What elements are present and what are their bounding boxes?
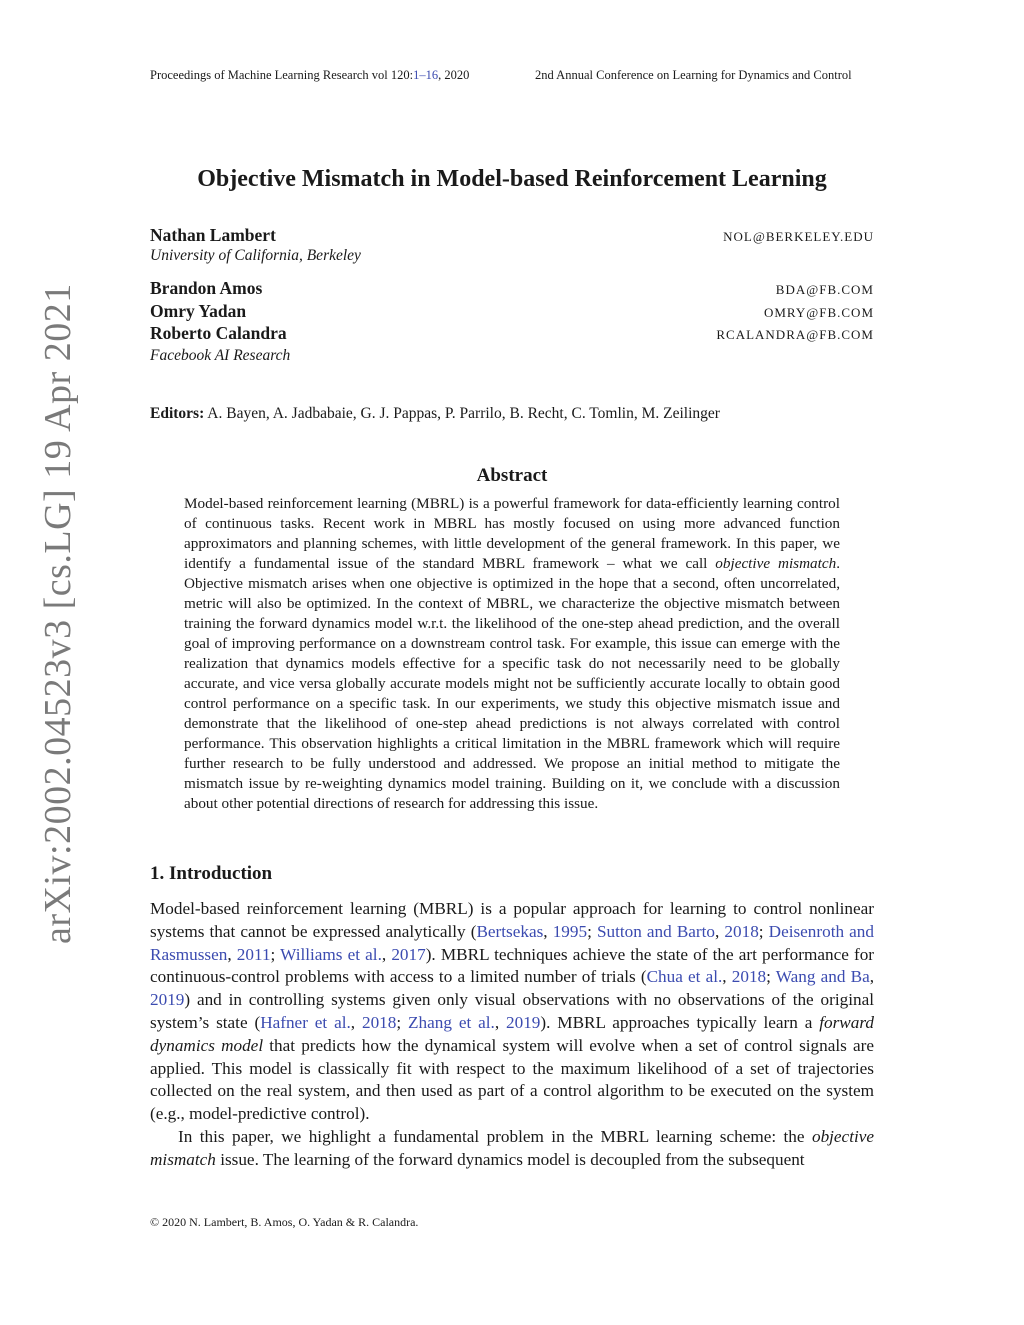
author-row xyxy=(150,278,874,299)
editors-names: A. Bayen, A. Jadbabaie, G. J. Pappas, P. Parrilo, B. Recht, C. Tomlin, M. Zeilinger xyxy=(207,405,720,422)
citation-link[interactable]: 2018 xyxy=(724,921,759,941)
citation-link[interactable]: Chua et al. xyxy=(646,967,723,987)
page-start-link[interactable]: 1 xyxy=(413,68,420,82)
author-email: OMRY@FB.COM xyxy=(763,305,874,320)
intro-term: forward dynamics model xyxy=(150,1012,874,1055)
citation-link[interactable]: 2011 xyxy=(236,944,271,964)
affiliation: University of California, Berkeley xyxy=(150,247,361,264)
citation-link[interactable]: 2018 xyxy=(361,1012,397,1032)
citation-link[interactable]: 2019 xyxy=(506,1012,541,1032)
paper-title: Objective Mismatch in Model-based Reinforcement Learning xyxy=(197,166,827,192)
paragraph: Model-based reinforcement learning (MBRL) is a popular approach for learning to control nonlinear systems that cannot be expressed analytically (Bertsekas, 1995; Sutton and Barto, 2018; Deisenroth and Rasmussen, 2011; Williams et al., 2017). MBRL techniques achieve the state of the art performance for continuous-control problems with access to a limited number of trials (Chua et al., 2018; Wang and Ba, 2019) and in controlling systems given only visual observations with no observations of the original system’s state (Hafner et al., 2018; Zhang et al., 2019). MBRL approaches typically learn a forward dynamics model that predicts how the dynamical system will evolve when a set of control signals are applied. This model is classically fit with respect to the maximum likelihood of a set of trajectories collected on the real system, and then used as part of a control algorithm to be executed on the system (e.g., model-predictive control). xyxy=(150,899,875,1124)
editors-line xyxy=(150,405,720,423)
author-row xyxy=(150,323,874,344)
citation-link[interactable]: Sutton and Barto xyxy=(596,921,716,941)
page-range-dash: – xyxy=(419,68,426,82)
citation-link[interactable]: Wang and Ba xyxy=(775,967,870,987)
affiliation: Facebook AI Research xyxy=(150,347,291,364)
citation-link[interactable]: Bertsekas xyxy=(476,921,544,941)
abstract-heading: Abstract xyxy=(476,465,548,486)
author-email: BDA@FB.COM xyxy=(775,282,874,297)
citation-link[interactable]: Deisenroth and Rasmussen xyxy=(150,921,874,964)
running-header-proceedings: Proceedings of Machine Learning Research vol 120:1–16, 2020 xyxy=(150,68,470,82)
citation-link[interactable]: 1995 xyxy=(552,921,588,941)
copyright-footer: © 2020 N. Lambert, B. Amos, O. Yadan & R. Calandra. xyxy=(150,1215,419,1229)
citation-link[interactable]: Zhang et al. xyxy=(408,1012,495,1032)
page-end-link[interactable]: 16 xyxy=(425,68,439,82)
running-header-conference: 2nd Annual Conference on Learning for Dynamics and Control xyxy=(535,68,852,82)
citation-link[interactable]: Williams et al. xyxy=(280,944,382,964)
citation-link[interactable]: 2019 xyxy=(150,990,185,1010)
author-row xyxy=(150,301,874,322)
citation-link[interactable]: 2017 xyxy=(391,944,426,964)
author-row xyxy=(150,225,874,246)
author-name: Omry Yadan xyxy=(150,301,247,321)
author-email: NOL@BERKELEY.EDU xyxy=(723,229,874,244)
citation-link[interactable]: Hafner et al. xyxy=(260,1012,351,1032)
arxiv-stamp: arXiv:2002.04523v3 [cs.LG] 19 Apr 2021 xyxy=(37,283,79,944)
intro-term: objective mismatch xyxy=(150,1126,874,1169)
author-name: Nathan Lambert xyxy=(150,225,276,245)
author-name: Brandon Amos xyxy=(150,278,263,298)
paragraph: In this paper, we highlight a fundamental problem in the MBRL learning scheme: the objective mismatch issue. The learning of the forward dynamics model is decoupled from the subsequent xyxy=(150,1126,874,1169)
abstract-body: Model-based reinforcement learning (MBRL) is a powerful framework for data-efficiently learning control of continuous tasks. Recent work in MBRL has mostly focused on using more advanced function approximators and planning schemes, with little development of the general framework. In this paper, we identify a fundamental issue of the standard MBRL framework – what we call objective mismatch. Objective mismatch arises when one objective is optimized in the hope that a second, often uncorrelated, metric will also be optimized. In the context of MBRL, we characterize the objective mismatch between training the forward dynamics model w.r.t. the likelihood of the one-step ahead prediction, and the overall goal of improving performance on a downstream control task. For example, this issue can emerge with the realization that dynamics models effective for a specific task do not necessarily need to be globally accurate, and vice versa globally accurate models might not be sufficiently accurate locally to obtain good control performance on a specific task. In our experiments, we study this objective mismatch issue and demonstrate that the likelihood of one-step ahead predictions is not always correlated with control performance. This observation highlights a critical limitation in the MBRL framework which will require further research to be fully understood and addressed. We propose an initial method to mitigate the mismatch issue by re-weighting dynamics model training. Building on it, we conclude with a discussion about other potential directions of research for addressing this issue. xyxy=(184,495,841,812)
author-email: RCALANDRA@FB.COM xyxy=(716,327,874,342)
author-name: Roberto Calandra xyxy=(150,323,287,343)
section-heading: 1. Introduction xyxy=(150,863,273,884)
abstract-term: objective mismatch xyxy=(715,555,837,572)
editors-label: Editors: xyxy=(150,405,205,422)
citation-link[interactable]: 2018 xyxy=(731,967,767,987)
introduction-body xyxy=(150,898,874,1172)
